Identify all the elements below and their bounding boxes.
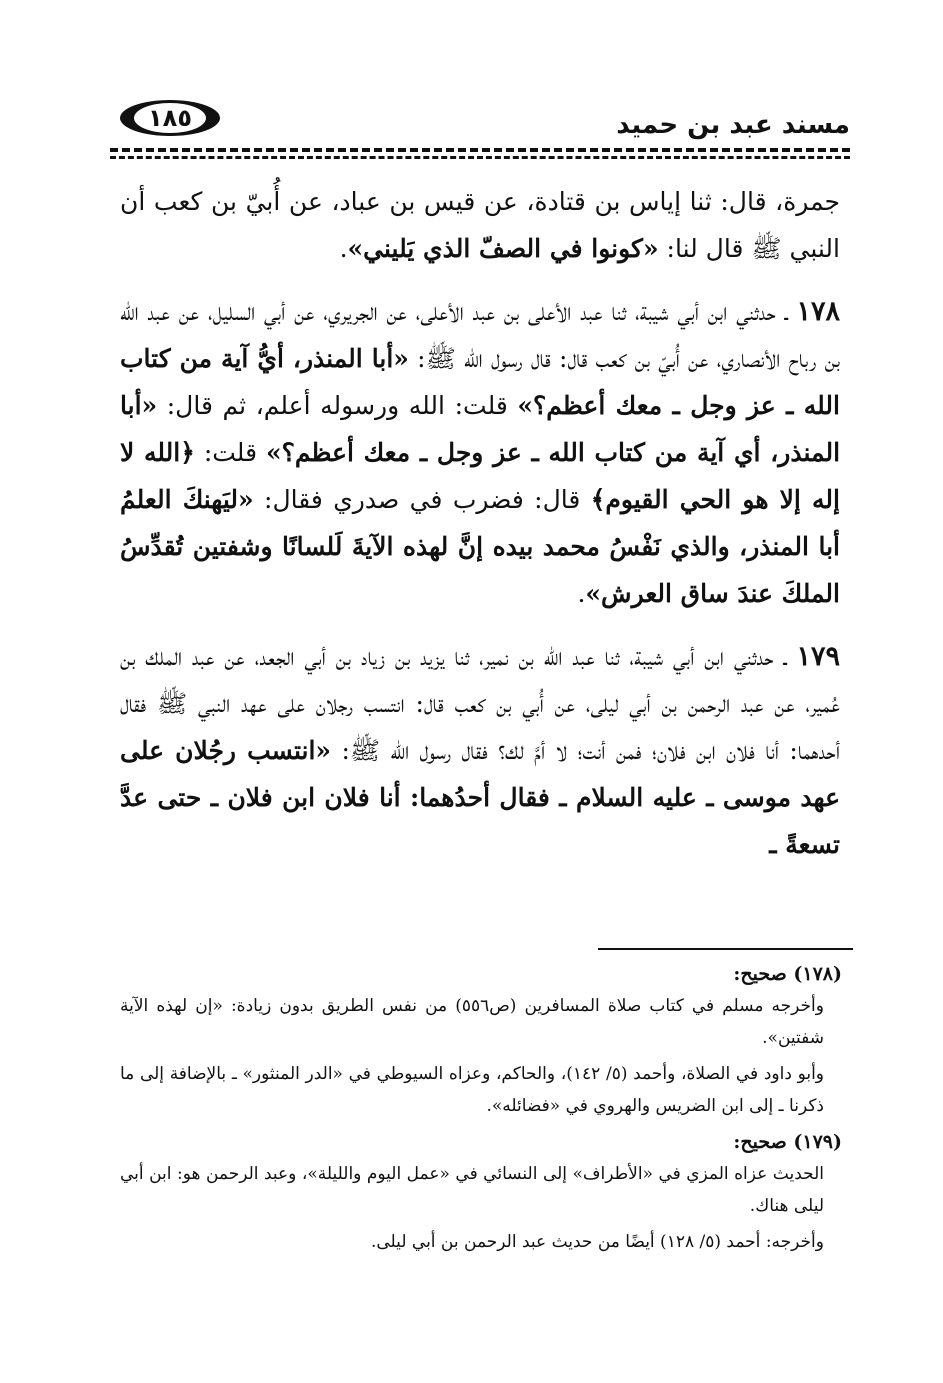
page-number: ١٨٥ xyxy=(134,103,206,133)
text-run: . xyxy=(577,579,586,608)
text-run: ـ حدثني ابن أبي شيبة، ثنا عبد الأعلى بن عبد الأعلى، عن الجريري، عن أبي السليل، عن عبد الله بن رباح الأنصاري، عن أُبيّ بن كعب قال: قال رسول الله ﷺ: xyxy=(120,297,840,373)
text-run: جمرة، قال: ثنا إياس بن قتادة، عن قيس بن عباد، عن أُبيّ بن كعب أن النبي ﷺ قال لنا: xyxy=(120,187,840,263)
hadith-179 xyxy=(120,633,840,868)
quran-quote: ﴿الله لا إله إلا هو الحي القيوم﴾ xyxy=(120,438,840,514)
footnote-line: وأبو داود في الصلاة، وأحمد (٥/ ١٤٢)، والحاكم، وعزاه السيوطي في «الدر المنثور» ـ بالإضافة إلى ما ذكرنا ـ إلى ابن الضريس والهروي في «فضائله». xyxy=(120,1064,825,1116)
page-number-badge xyxy=(120,100,220,136)
footnote-line: وأخرجه مسلم في كتاب صلاة المسافرين (ص٥٥٦) من نفس الطريق بدون زيادة: «إن لهذه الآية شفتين». xyxy=(120,996,824,1048)
footnote-line: الحديث عزاه المزي في «الأطراف» إلى النسائي في «عمل اليوم والليلة»، وعبد الرحمن هو: ابن أبي ليلى هناك. xyxy=(120,1164,824,1216)
hadith-quote: «أبا المنذر، أي آية من كتاب الله ـ عز وجل ـ معك أعظم؟» xyxy=(120,391,841,467)
header-rule-bottom xyxy=(110,156,850,159)
header-rule-top xyxy=(110,148,850,152)
paragraph-continuation xyxy=(120,178,840,272)
hadith-178 xyxy=(120,288,840,617)
main-text xyxy=(120,178,840,884)
text-run: قلت: xyxy=(194,438,266,467)
text-run: قلت: الله ورسوله أعلم، ثم قال: xyxy=(157,391,518,420)
page-header xyxy=(110,92,850,152)
footnotes xyxy=(120,958,842,1262)
hadith-number: ١٧٨ xyxy=(796,296,840,327)
hadith-number: ١٧٩ xyxy=(796,641,840,672)
footnote-line: وأخرجه: أحمد (٥/ ١٢٨) أيضًا من حديث عبد الرحمن بن أبي ليلى. xyxy=(370,1232,824,1252)
hadith-quote: «أبا المنذر، أيُّ آية من كتاب الله ـ عز وجل ـ معك أعظم؟» xyxy=(120,344,840,420)
hadith-quote: «كونوا في الصفّ الذي يَليني» xyxy=(347,234,659,263)
text-run: . xyxy=(339,234,348,263)
text-run: قال: فضرب في صدري فقال: xyxy=(253,485,591,514)
footnote-separator xyxy=(598,948,853,950)
hadith-quote: «ليَهنكَ العلمُ أبا المنذر، والذي نَفْسُ محمد بيده إنَّ لهذه الآيةَ لَلسانًا وشفتين تُقدِّسُ الملكَ عندَ ساق العرش» xyxy=(120,485,840,608)
text-run: ـ حدثني ابن أبي شيبة، ثنا عبد الله بن نمير، ثنا يزيد بن زياد بن أبي الجعد، عن عبد الملك بن عُمير، عن عبد الرحمن بن أبي ليلى، عن أُبي بن كعب قال: انتسب رجلان على عهد النبي ﷺ فقال أحدهما: أنا فلان ابن فلان؛ فمن أنت؛ لا أمَّ لك؟ فقال رسول الله ﷺ: xyxy=(120,642,840,765)
footnote-heading-179: (١٧٩) صحيح: xyxy=(733,1131,842,1153)
running-title: مسند عبد بن حميد xyxy=(616,110,850,140)
footnote-heading-178: (١٧٨) صحيح: xyxy=(733,963,842,985)
hadith-quote: «انتسب رجُلان على عهد موسى ـ عليه السلام ـ فقال أحدُهما: أنا فلان ابن فلان ـ حتى عدَّ تسعةً ـ xyxy=(120,736,840,859)
